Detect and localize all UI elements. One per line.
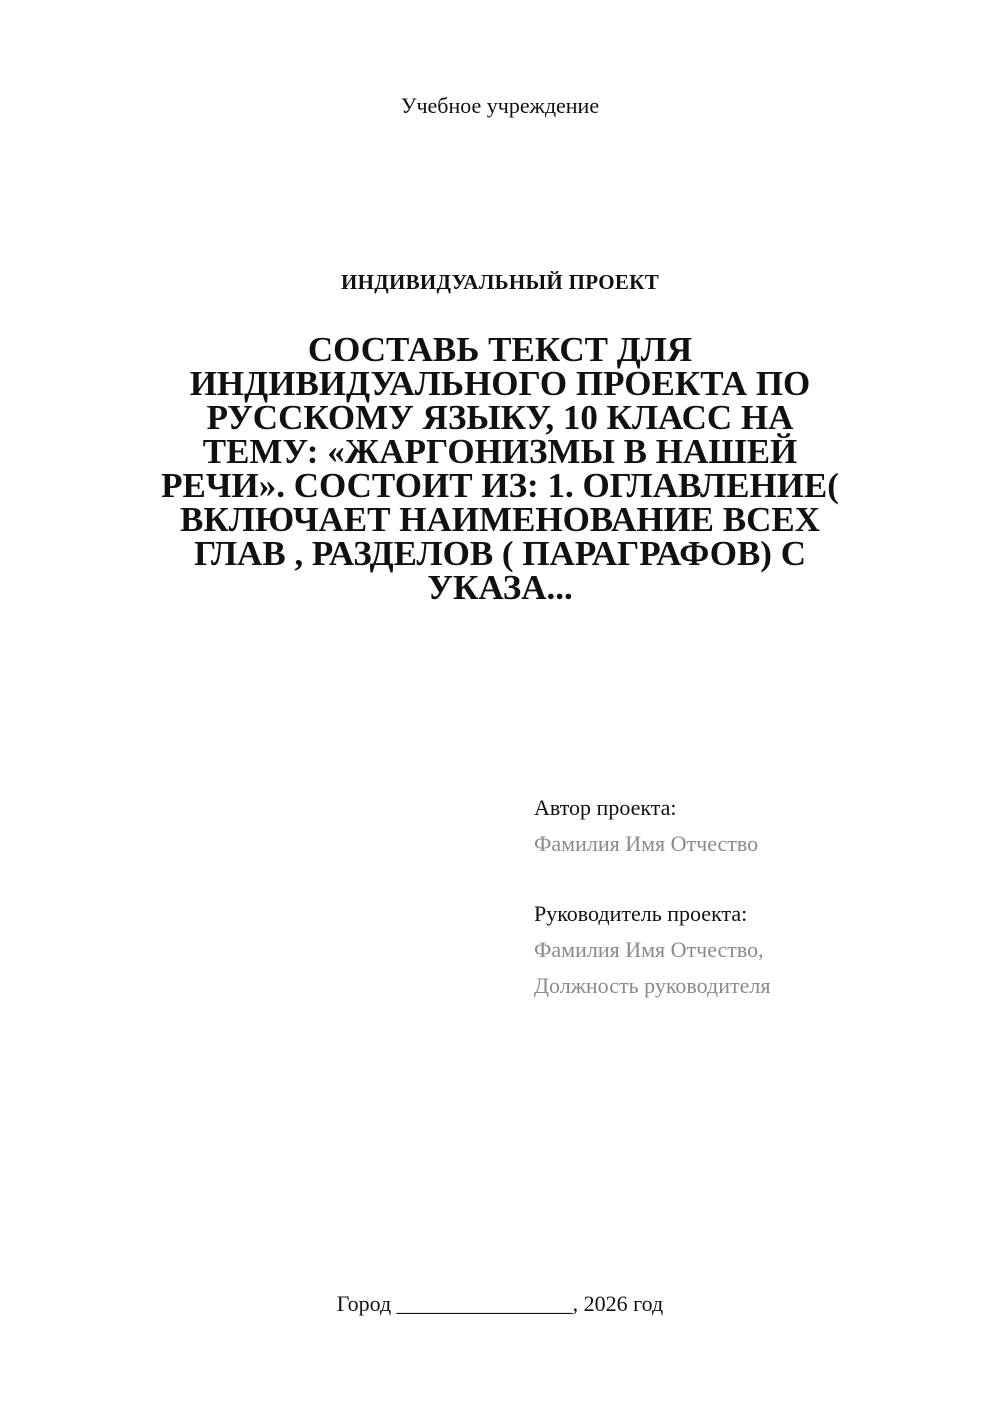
supervisor-position: Должность руководителя bbox=[534, 973, 771, 998]
institution-name: Учебное учреждение bbox=[400, 93, 600, 118]
city-year-line: Город ________________, 2026 год bbox=[336, 1291, 664, 1316]
supervisor-name: Фамилия Имя Отчество, bbox=[534, 937, 764, 962]
block-spacer bbox=[534, 862, 964, 896]
supervisor-label: Руководитель проекта: bbox=[534, 901, 748, 926]
author-name: Фамилия Имя Отчество bbox=[534, 831, 759, 856]
author-label: Автор проекта: bbox=[534, 795, 677, 820]
authors-block bbox=[534, 790, 964, 1004]
project-type-heading: ИНДИВИДУАЛЬНЫЙ ПРОЕКТ bbox=[340, 270, 660, 294]
project-title: СОСТАВЬ ТЕКСТ ДЛЯ ИНДИВИДУАЛЬНОГО ПРОЕКТА ПО РУССКОМУ ЯЗЫКУ, 10 КЛАСС НА ТЕМУ: «ЖАРГОНИЗМЫ В НАШЕЙ РЕЧИ». СОСТОИТ ИЗ: 1. ОГЛАВЛЕНИЕ( ВКЛЮЧАЕТ НАИМЕНОВАНИЕ ВСЕХ ГЛАВ , РАЗДЕЛОВ ( ПАРАГРАФОВ) С УКАЗА... bbox=[161, 330, 839, 607]
